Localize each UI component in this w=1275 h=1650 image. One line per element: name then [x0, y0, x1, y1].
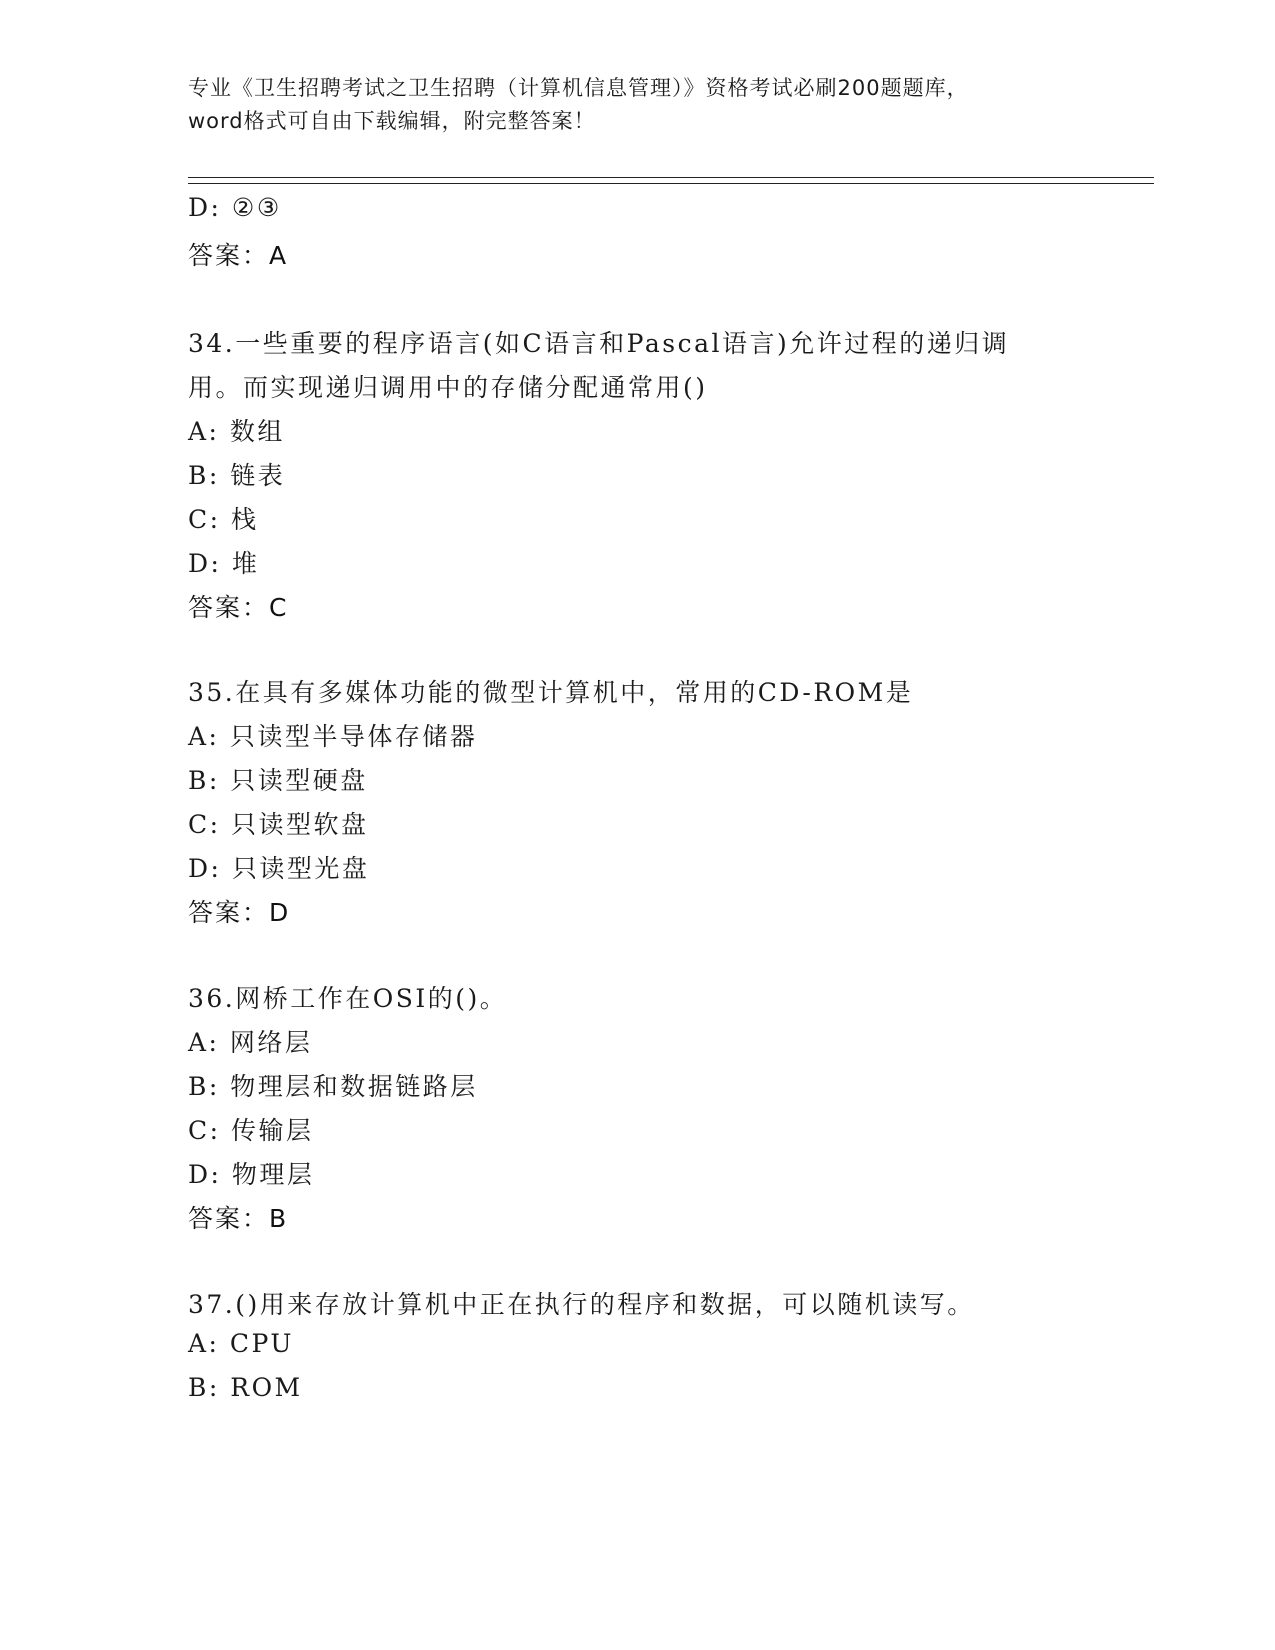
document-header — [188, 72, 1088, 138]
answer-label: 答案：B — [188, 1204, 289, 1233]
option-c: C: 只读型软盘 — [188, 810, 369, 839]
option-d: D: 物理层 — [188, 1160, 315, 1189]
answer-label: 答案：C — [188, 593, 289, 622]
option-c: C: 传输层 — [188, 1116, 314, 1145]
prev-question-option-d: D: ②③ — [188, 193, 282, 222]
option-d: D: 堆 — [188, 549, 260, 578]
prev-question-answer: 答案：A — [188, 241, 289, 270]
question-stem-line-1: 37.()用来存放计算机中正在执行的程序和数据，可以随机读写。 — [188, 1290, 975, 1319]
option-a: A: 只读型半导体存储器 — [188, 722, 478, 751]
option-b: B: 只读型硬盘 — [188, 766, 368, 795]
option-b: B: 物理层和数据链路层 — [188, 1072, 478, 1101]
option-d: D: 只读型光盘 — [188, 854, 370, 883]
question-stem-line-2: 用。而实现递归调用中的存储分配通常用() — [188, 373, 708, 402]
question-stem-line-1: 34.一些重要的程序语言(如C语言和Pascal语言)允许过程的递归调 — [188, 329, 1010, 358]
header-divider-top — [188, 177, 1154, 178]
option-b: B: ROM — [188, 1373, 303, 1402]
option-b: B: 链表 — [188, 461, 286, 490]
question-stem-line-1: 35.在具有多媒体功能的微型计算机中，常用的CD-ROM是 — [188, 678, 914, 707]
header-line-2: word格式可自由下载编辑，附完整答案！ — [188, 109, 596, 133]
option-c: C: 栈 — [188, 505, 259, 534]
option-a: A: 数组 — [188, 417, 285, 446]
option-a: A: 网络层 — [188, 1028, 313, 1057]
answer-label: 答案：D — [188, 898, 291, 927]
option-a: A: CPU — [188, 1329, 295, 1358]
header-divider-bottom — [188, 183, 1154, 184]
header-line-1: 专业《卫生招聘考试之卫生招聘（计算机信息管理）》资格考试必刷200题题库， — [188, 76, 969, 100]
question-stem-line-1: 36.网桥工作在OSI的()。 — [188, 984, 508, 1013]
